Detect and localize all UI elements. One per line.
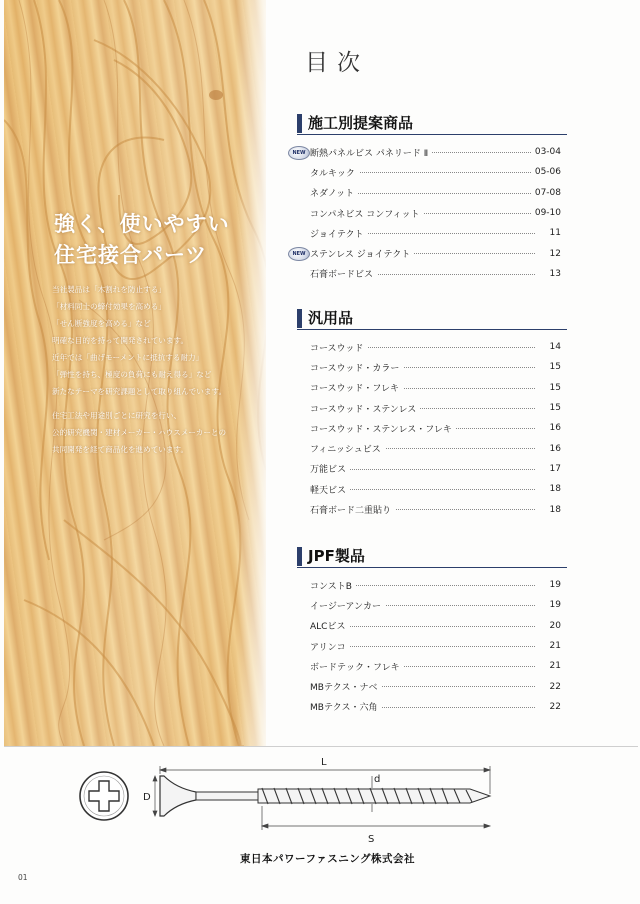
toc-item-page: 13: [547, 269, 561, 279]
toc-item-name: フィニッシュビス: [310, 442, 385, 455]
toc-item-page: 16: [547, 444, 561, 454]
toc-section: [297, 543, 567, 717]
toc-item[interactable]: [297, 616, 567, 636]
toc-item[interactable]: [292, 243, 567, 263]
dim-label-D: D: [143, 792, 151, 803]
toc-item-name: 石膏ボード二重貼り: [310, 503, 395, 516]
toc-item[interactable]: [297, 676, 567, 696]
toc-item[interactable]: [297, 438, 567, 458]
toc-item-page: 18: [547, 484, 561, 494]
new-badge: NEW: [288, 146, 310, 160]
toc-item-name: コースウッド: [310, 341, 367, 354]
toc-item-page: 09-10: [532, 208, 561, 218]
intro-line: 「弾性を持ち、極度の負荷にも耐え得る」など: [52, 370, 212, 379]
intro-paragraph-1: [52, 281, 262, 400]
toc-item-name: ボードテック・フレキ: [310, 660, 404, 673]
section-header: [297, 305, 567, 330]
toc-item[interactable]: [297, 697, 567, 717]
toc-item-page: 16: [547, 423, 561, 433]
toc-item-name: コンパネビス コンフィット: [310, 207, 424, 220]
toc-item-page: 15: [547, 362, 561, 372]
section-title: 施工別提案商品: [308, 114, 414, 132]
screw-diagram: [0, 748, 640, 848]
intro-line: 明確な目的を持って開発されています。: [52, 336, 189, 345]
toc-title: 目次: [305, 50, 369, 76]
intro-line: 近年では「曲げモーメントに抵抗する耐力」: [52, 353, 204, 362]
intro-paragraph-2: [52, 407, 262, 458]
tagline-line-1: 強く、使いやすい: [54, 211, 230, 236]
toc-item[interactable]: [297, 636, 567, 656]
intro-line: 「材料同士の締付効果を高める」: [52, 302, 166, 311]
toc-item-page: 21: [547, 641, 561, 651]
toc-item-list: [292, 142, 567, 284]
toc-item-name: 断熱パネルビス パネリード Ⅱ: [310, 146, 432, 159]
tagline: [54, 208, 230, 270]
toc-item-name: 万能ビス: [310, 462, 350, 475]
section-header: [297, 543, 567, 568]
toc-item-name: 石膏ボードビス: [310, 267, 377, 280]
toc-item[interactable]: [297, 223, 567, 243]
section-accent-bar: [297, 547, 302, 566]
toc-item[interactable]: [297, 595, 567, 615]
toc-item-name: コンストB: [310, 579, 356, 592]
toc-item-name: ステンレス ジョイテクト: [310, 247, 414, 260]
intro-line: 「せん断強度を高める」など: [52, 319, 151, 328]
toc-item-page: 19: [547, 600, 561, 610]
toc-item-page: 11: [547, 228, 561, 238]
toc-item-page: 22: [547, 682, 561, 692]
dim-label-d: d: [374, 774, 381, 785]
toc-item[interactable]: [297, 183, 567, 203]
toc-item-page: 15: [547, 383, 561, 393]
toc-item[interactable]: [297, 378, 567, 398]
intro-line: 新たなテーマを研究課題として取り組んでいます。: [52, 387, 227, 396]
toc-item[interactable]: [297, 337, 567, 357]
toc-item-name: コースウッド・カラー: [310, 361, 403, 374]
toc-item-name: イージーアンカー: [310, 599, 385, 612]
section-accent-bar: [297, 309, 302, 328]
phillips-head-icon: [80, 772, 128, 820]
toc-item-name: アリンコ: [310, 640, 350, 653]
toc-item-name: コースウッド・ステンレス: [310, 402, 420, 415]
toc-item-page: 17: [547, 464, 561, 474]
toc-item-page: 15: [547, 403, 561, 413]
toc-item[interactable]: [297, 459, 567, 479]
toc-item[interactable]: [297, 264, 567, 284]
toc-item-page: 03-04: [532, 147, 561, 157]
toc-item-page: 18: [547, 505, 561, 515]
toc-item-page: 22: [547, 702, 561, 712]
toc-item-page: 05-06: [532, 167, 561, 177]
toc-section: [292, 110, 567, 284]
toc-item-name: MBテクス・ナベ: [310, 680, 382, 693]
toc-item-list: [297, 575, 567, 717]
toc-section: [297, 305, 567, 520]
toc-item-name: タルキック: [310, 166, 359, 179]
section-accent-bar: [297, 114, 302, 133]
toc-item-list: [297, 337, 567, 520]
wood-panel: [4, 0, 266, 746]
toc-item[interactable]: [292, 142, 567, 162]
toc-item[interactable]: [297, 398, 567, 418]
toc-item-page: 14: [547, 342, 561, 352]
intro-line: 公的研究機関・建材メーカー・ハウスメーカーとの: [52, 428, 227, 437]
toc-item[interactable]: [297, 479, 567, 499]
toc-item-page: 19: [547, 580, 561, 590]
intro-line: 住宅工法や用途別ごとに研究を行い、: [52, 411, 182, 420]
section-header: [297, 110, 567, 135]
section-title: 汎用品: [308, 309, 354, 327]
toc-item-name: ネダノット: [310, 186, 358, 199]
toc-item-name: 軽天ビス: [310, 483, 350, 496]
toc-item[interactable]: [297, 203, 567, 223]
intro-line: 共同開発を経て商品化を進めています。: [52, 445, 189, 454]
toc-item[interactable]: [297, 357, 567, 377]
toc-item-name: コースウッド・フレキ: [310, 381, 403, 394]
dim-label-S: S: [368, 834, 375, 845]
toc-item[interactable]: [297, 575, 567, 595]
page-number: 01: [18, 873, 28, 882]
tagline-line-2: 住宅接合パーツ: [54, 242, 208, 267]
dim-label-L: L: [321, 757, 327, 768]
toc-item[interactable]: [297, 499, 567, 519]
toc-item-name: ALCビス: [310, 619, 349, 632]
section-title: JPF製品: [308, 547, 365, 565]
toc-item[interactable]: [297, 418, 567, 438]
toc-item-page: 20: [547, 621, 561, 631]
new-badge: NEW: [288, 247, 310, 261]
toc-item-name: コースウッド・ステンレス・フレキ: [310, 422, 456, 435]
toc-item-page: 12: [547, 249, 561, 259]
toc-item-name: MBテクス・六角: [310, 700, 382, 713]
toc-item[interactable]: [297, 162, 567, 182]
toc-item-page: 21: [547, 661, 561, 671]
toc-item-page: 07-08: [532, 188, 561, 198]
bottom-divider: [4, 746, 638, 747]
company-name: 東日本パワーファスニング株式会社: [240, 853, 416, 865]
toc-item[interactable]: [297, 656, 567, 676]
screw-side-view-icon: [160, 776, 490, 816]
toc-item-name: ジョイテクト: [310, 227, 367, 240]
intro-line: 当社製品は「木割れを防止する」: [52, 285, 166, 294]
